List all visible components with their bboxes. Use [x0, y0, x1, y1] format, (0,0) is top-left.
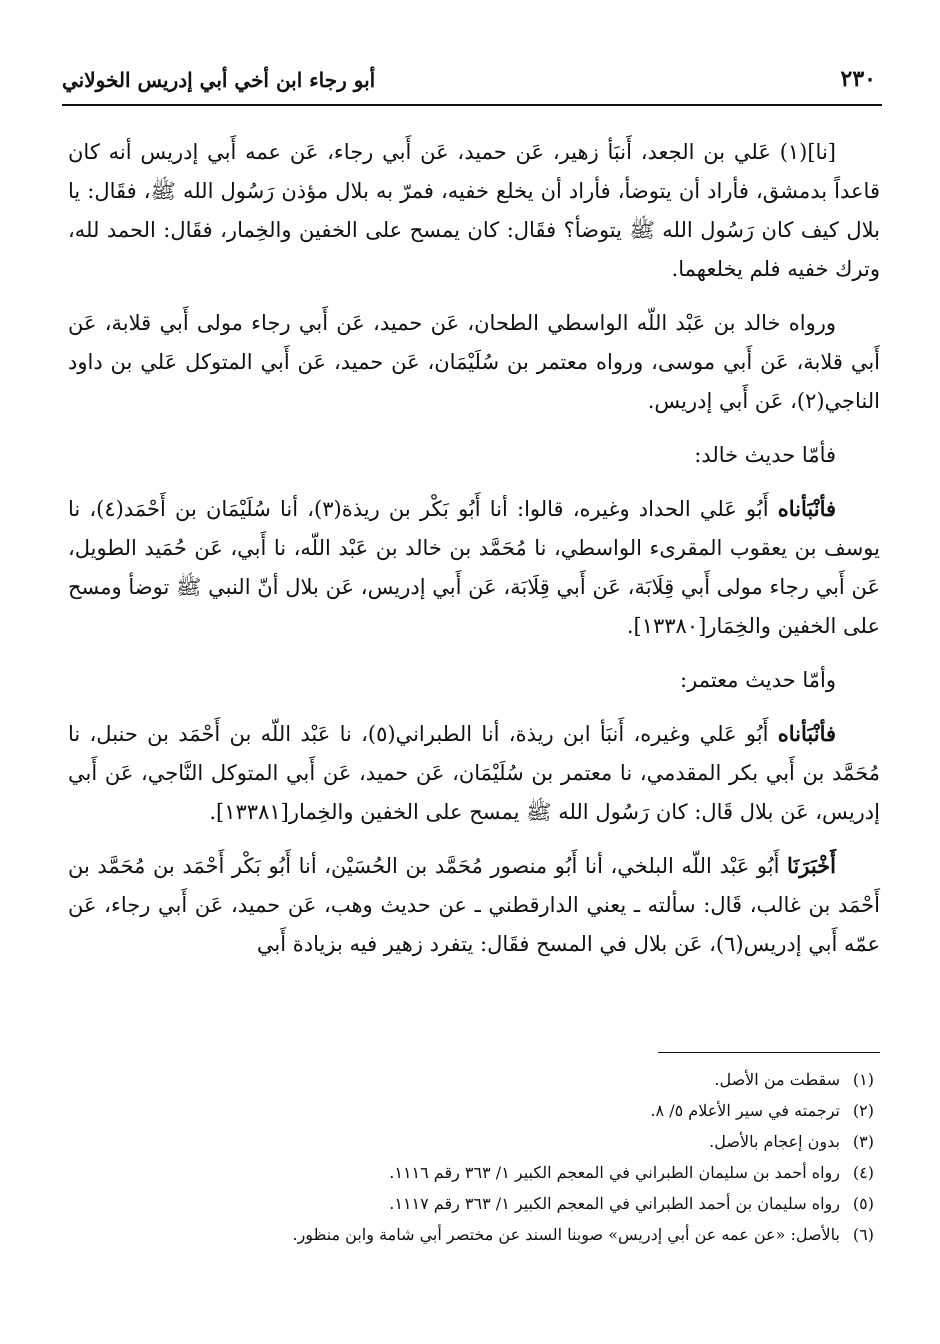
header-title: أبو رجاء ابن أخي أبي إدريس الخولاني: [62, 68, 376, 92]
paragraph: فأنْبَأناه أَبُو عَلي الحداد وغيره، قالوا: أنا أَبُو بَكْر بن ريذة(٣)، أنا سُلَيْمَان بن أَحْمَد(٤)، نا يوسف بن يعقوب المقرىء الواسطي، نا مُحَمَّد بن خالد بن عَبْد اللّه، نا أَبي، عَن حُمَيد الطويل، عَن أَبي رجاء مولى أَبي قِلَابَة، عَن أَبي قِلَابَة، عَن أَبي إدريس، عَن بلال أنّ النبي ﷺ توضأ ومسح على الخفين والخِمَار[١٣٣٨٠].: [68, 496, 880, 638]
paragraph-lead: فأنْبَأناه: [777, 496, 837, 521]
footnote: [68, 1188, 880, 1219]
footnote-separator: [658, 1052, 880, 1053]
paragraph: [نا](١) عَلي بن الجعد، أَنبَأ زهير، عَن حميد، عَن أَبي رجاء، عَن عمه أَبي إدريس أنه كان قاعداً بدمشق، فأراد أن يتوضأ، فأراد أن يخلع خفيه، فمرّ به بلال مؤذن رَسُول الله ﷺ، فقَال: يا بلال كيف كان رَسُول الله ﷺ يتوضأ؟ فقَال: كان يمسح على الخفين والخِمار، فقَال: الحمد لله، وترك خفيه فلم يخلعهما.: [68, 140, 880, 281]
main-text: [68, 132, 880, 978]
footnote: [68, 1157, 880, 1188]
paragraph: ورواه خالد بن عَبْد اللّه الواسطي الطحان، عَن حميد، عَن أَبي رجاء مولى أَبي قلابة، عَن أَبي قلابة، عَن أَبي موسى، ورواه معتمر بن سُلَيْمَان، عَن حميد، عَن أَبي المتوكل عَلي بن داود الناجي(٢)، عَن أَبي إدريس.: [68, 311, 880, 413]
paragraph: أَخْبَرَنَا أَبُو عَبْد اللّه البلخي، أنا أَبُو منصور مُحَمَّد بن الحُسَيْن، أنا أَبُو بَكْر أَحْمَد بن مُحَمَّد بن أَحْمَد بن غالب، قَال: سألته ـ يعني الدارقطني ـ عن حديث وهب، عَن حميد، عَن أَبي رجاء، عَن عمّه أَبي إدريس(٦)، عَن بلال في المسح فقَال: يتفرد زهير فيه بزيادة أَبي: [68, 853, 880, 956]
footnote-number: (٤): [852, 1163, 874, 1182]
footnote-number: (٥): [852, 1194, 874, 1213]
footnote-text: سقطت من الأصل.: [714, 1070, 840, 1089]
footnote: [68, 1219, 880, 1250]
paragraph: فأنْبَأناه أَبُو عَلي وغيره، أَنبَأ ابن ريذة، أنا الطبراني(٥)، نا عَبْد اللّه بن أَحْمَد بن حنبل، نا مُحَمَّد بن أَبي بكر المقدمي، نا معتمر بن سُلَيْمَان، عَن حميد، عَن أَبي المتوكل النَّاجي، عَن أَبي إدريس، عَن بلال قَال: كان رَسُول الله ﷺ يمسح على الخفين والخِمار[١٣٣٨١].: [68, 721, 880, 824]
footnote-number: (١): [852, 1070, 874, 1089]
footnote: [68, 1126, 880, 1157]
footnote-number: (٦): [852, 1225, 874, 1244]
footnotes: [68, 1064, 880, 1250]
footnote-text: بالأصل: «عن عمه عن أبي إدريس» صوبنا السند عن مختصر أبي شامة وابن منظور.: [292, 1225, 840, 1244]
paragraph: وأمّا حديث معتمر:: [680, 668, 836, 692]
paragraph-lead: فأنْبَأناه: [777, 721, 837, 746]
footnote-text: ترجمته في سير الأعلام ٥/ ٨.: [650, 1101, 840, 1120]
footnote-text: رواه سليمان بن أحمد الطبراني في المعجم الكبير ١/ ٣٦٣ رقم ١١١٧.: [389, 1194, 840, 1213]
footnote-number: (٣): [852, 1132, 874, 1151]
paragraph: فأمّا حديث خالد:: [694, 443, 836, 467]
footnote-text: بدون إعجام بالأصل.: [709, 1132, 840, 1151]
running-header: [62, 64, 882, 106]
page-number: ٢٣٠: [840, 66, 876, 92]
paragraph-lead: أَخْبَرَنَا: [787, 853, 836, 878]
footnote-number: (٢): [852, 1101, 874, 1120]
footnote: [68, 1064, 880, 1095]
footnote-text: رواه أحمد بن سليمان الطبراني في المعجم الكبير ١/ ٣٦٣ رقم ١١١٦.: [389, 1163, 840, 1182]
footnote: [68, 1095, 880, 1126]
